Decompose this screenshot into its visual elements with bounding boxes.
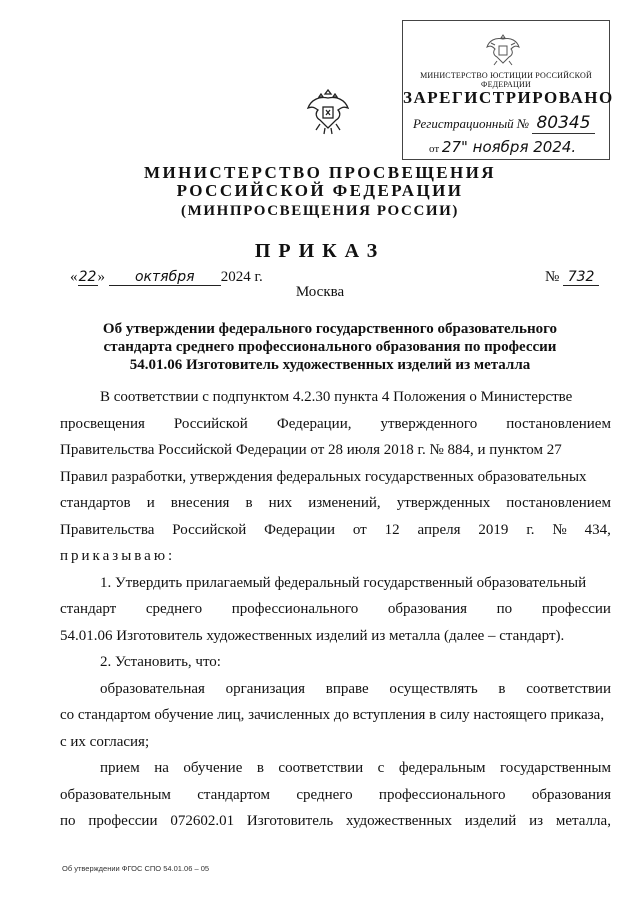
title-line: Об утверждении федерального государственного образовательного xyxy=(102,321,558,337)
body-line xyxy=(60,437,611,464)
body-word: изделий xyxy=(464,813,517,829)
body-word: стандартом xyxy=(197,786,271,803)
stamp-registered: ЗАРЕГИСТРИРОВАНО xyxy=(403,88,614,107)
stamp-reg-line xyxy=(413,113,595,133)
body-word: от xyxy=(352,521,367,538)
stamp-reg-label: Регистрационный № xyxy=(413,116,530,131)
body-word: образования xyxy=(387,601,468,617)
ministry-name-line2: РОССИЙСКОЙ ФЕДЕРАЦИИ xyxy=(176,181,464,200)
body-word: из xyxy=(529,813,544,829)
body-word: вправе xyxy=(325,680,369,697)
body-word: 434, xyxy=(584,521,611,538)
body-word: приказываю: xyxy=(60,548,176,564)
body-word: профессии xyxy=(541,601,611,617)
body-word: соответствии xyxy=(526,680,611,697)
ministry-short-name: (МИНПРОСВЕЩЕНИЯ РОССИИ) xyxy=(180,203,460,219)
body-word: внесения xyxy=(170,495,230,511)
stamp-reg-number: 80345 xyxy=(532,113,594,134)
stamp-date-handwritten: 27" ноября 2024. xyxy=(441,138,577,156)
date-year: 2024 г. xyxy=(220,269,263,285)
body-word: утвержденного xyxy=(380,415,478,432)
body-word: № xyxy=(552,521,567,538)
body-word: 2. Установить, что: xyxy=(100,654,221,670)
body-word: них xyxy=(268,495,293,511)
body-word: изменений, xyxy=(308,495,381,511)
body-word: 072602.01 xyxy=(170,813,235,829)
body-word: и xyxy=(146,495,155,511)
body-word: стандарт xyxy=(60,601,117,617)
body-line xyxy=(60,464,611,491)
body-word: профессии xyxy=(88,813,158,829)
body-word: среднего xyxy=(145,601,203,617)
body-line xyxy=(60,755,611,782)
body-word: 1. Утвердить прилагаемый федеральный государственный образовательный xyxy=(100,574,587,591)
page-footer: Об утверждении ФГОС СПО 54.01.06 – 05 xyxy=(62,864,210,873)
body-line xyxy=(60,729,611,756)
body-word: постановлением xyxy=(506,495,611,511)
body-word: г. xyxy=(526,521,535,538)
date-close-quote: » xyxy=(97,269,105,285)
body-word: образовательная xyxy=(100,680,205,697)
title-line: стандарта среднего профессионального образования по профессии xyxy=(103,339,557,355)
date-open-quote: « xyxy=(70,269,78,285)
order-number xyxy=(545,269,599,286)
body-line xyxy=(60,411,611,438)
body-line xyxy=(60,782,611,809)
document-type-title: ПРИКАЗ xyxy=(254,240,386,262)
city: Москва xyxy=(295,284,345,300)
body-word: Российской xyxy=(173,415,248,432)
body-word: апреля xyxy=(417,521,461,538)
body-word: осуществлять xyxy=(389,680,478,697)
body-line xyxy=(60,596,611,623)
stamp-ministry: МИНИСТЕРСТВО ЮСТИЦИИ РОССИЙСКОЙ ФЕДЕРАЦИИ xyxy=(420,71,592,89)
body-word: Правительства xyxy=(60,521,155,538)
body-word: 2019 xyxy=(478,521,509,538)
body-word: в xyxy=(245,495,253,511)
body-word: Правительства Российской Федерации от 28 июля 2018 г. № 884, и пунктом 27 xyxy=(60,442,562,458)
body-word: среднего xyxy=(296,786,353,803)
body-word: профессионального xyxy=(378,786,506,803)
number-label: № xyxy=(545,269,560,285)
body-line xyxy=(60,570,611,597)
body-word: с xyxy=(377,760,385,776)
date-day: 22 xyxy=(78,269,97,285)
body-line xyxy=(60,676,611,703)
body-word: Изготовитель xyxy=(246,813,334,829)
coat-of-arms-icon xyxy=(305,88,351,138)
body-word: образования xyxy=(531,786,611,803)
body-word: в xyxy=(256,760,264,776)
body-word: государственным xyxy=(500,760,611,776)
body-line xyxy=(60,649,611,676)
body-word: утвержденных xyxy=(396,495,491,511)
body-word: со стандартом обучение лиц, зачисленных до вступления в силу настоящего приказа, xyxy=(60,707,605,723)
body-word: Российской xyxy=(172,521,247,538)
body-word: 54.01.06 Изготовитель художественных изделий из металла (далее – стандарт). xyxy=(60,627,565,644)
body-word: на xyxy=(154,760,169,776)
body-line xyxy=(60,517,611,544)
date-month: октября xyxy=(109,269,221,286)
order-body xyxy=(60,384,611,835)
body-line xyxy=(60,490,611,517)
body-word: металла, xyxy=(555,813,611,829)
body-word: постановлением xyxy=(506,415,611,432)
stamp-date-prefix: от xyxy=(429,143,440,155)
double-headed-eagle-icon xyxy=(483,29,523,69)
body-word: профессионального xyxy=(231,601,359,617)
body-line xyxy=(60,543,611,570)
body-line xyxy=(60,808,611,835)
body-word: В соответствии с подпунктом 4.2.30 пункта 4 Положения о Министерстве xyxy=(100,389,573,405)
body-word: соответствии xyxy=(278,760,364,776)
body-word: образовательным xyxy=(60,786,171,803)
title-line: 54.01.06 Изготовитель художественных изделий из металла xyxy=(129,357,531,373)
body-word: с их согласия; xyxy=(60,733,150,750)
body-line xyxy=(60,702,611,729)
body-word: в xyxy=(498,680,506,697)
body-word: Правил разработки, утверждения федеральных государственных образовательных xyxy=(60,468,587,485)
order-title xyxy=(70,320,590,374)
body-word: федеральным xyxy=(398,760,486,776)
body-word: просвещения xyxy=(60,415,145,432)
registration-stamp xyxy=(402,20,614,160)
number-value: 732 xyxy=(563,269,599,286)
body-word: организация xyxy=(225,680,306,697)
body-word: 12 xyxy=(384,521,400,538)
body-word: по xyxy=(60,813,76,829)
body-word: стандартов xyxy=(60,495,131,511)
body-word: по xyxy=(496,601,513,617)
body-word: Федерации xyxy=(264,521,335,538)
body-word: Федерации, xyxy=(276,415,352,432)
body-word: прием xyxy=(100,760,140,776)
stamp-date-line xyxy=(429,138,576,156)
body-word: обучение xyxy=(183,760,243,776)
body-line xyxy=(60,384,611,411)
body-word: художественных xyxy=(346,813,452,829)
ministry-name-line1: МИНИСТЕРСТВО ПРОСВЕЩЕНИЯ xyxy=(144,163,496,182)
body-line xyxy=(60,623,611,650)
